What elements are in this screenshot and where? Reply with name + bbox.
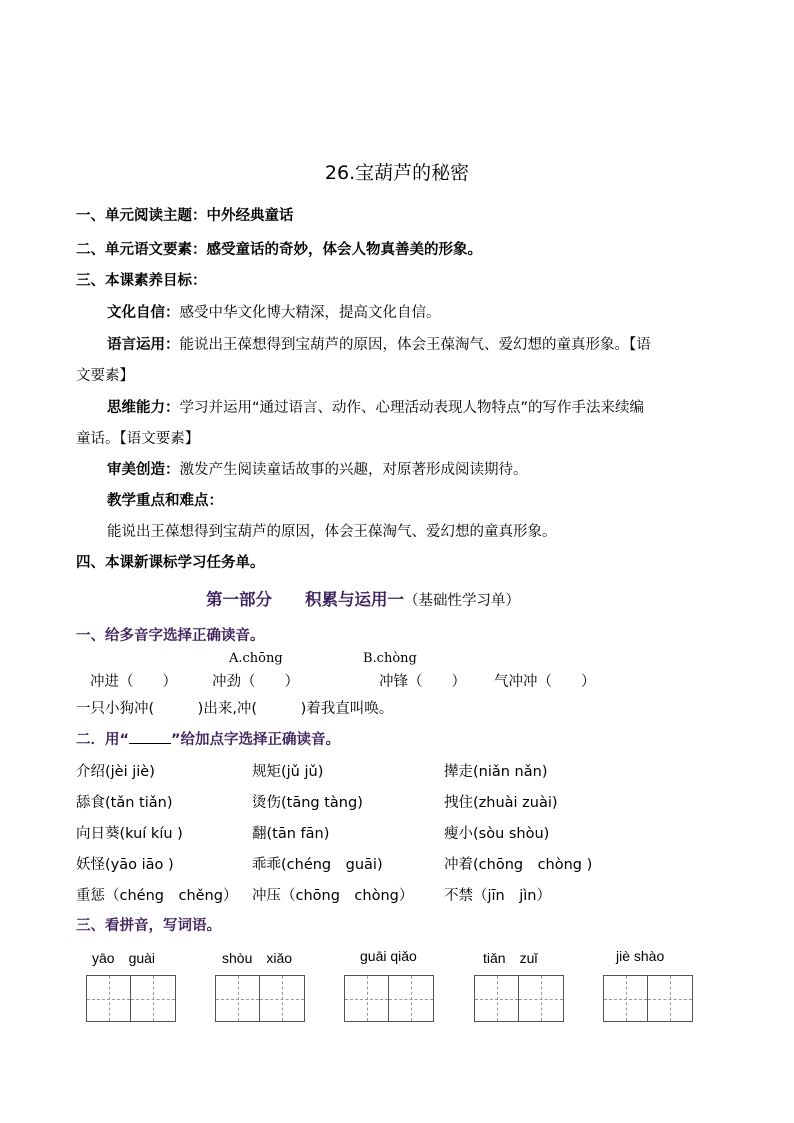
q1-word: 冲劲（ ）	[212, 674, 299, 690]
section-1	[76, 204, 294, 225]
q3-label: 三、看拼音，写词语。	[76, 918, 221, 934]
part-heading	[206, 586, 520, 610]
section-1-value: 中外经典童话	[206, 208, 294, 224]
focus-text: 能说出王葆想得到宝葫芦的原因，体会王葆淘气、爱幻想的童真形象。	[107, 524, 557, 540]
section-2-label: 二、单元语文要素：	[76, 242, 207, 258]
goal-key: 语言运用：	[107, 337, 180, 353]
writing-cell[interactable]	[474, 975, 519, 1022]
q1-option-a: A.chōng	[229, 651, 283, 666]
part-title: 第一部分 积累与运用一	[206, 590, 404, 609]
pinyin-label: jiè shào	[616, 948, 665, 964]
q2-item: 不禁（jīn jìn）	[444, 888, 551, 904]
q1-label: 一、给多音字选择正确读音。	[76, 628, 265, 644]
writing-grid[interactable]	[603, 975, 693, 1022]
section-1-label: 一、单元阅读主题：	[76, 208, 207, 224]
writing-grid[interactable]	[86, 975, 176, 1022]
q1-option-b: B.chòng	[363, 651, 417, 666]
q2-item: 瘦小(sòu shòu)	[444, 826, 550, 842]
writing-cell[interactable]	[131, 975, 176, 1022]
section-4-label: 四、本课新课标学习任务单。	[76, 555, 265, 571]
goal-thinking-cont: 童话。【语文要素】	[76, 431, 200, 447]
q2-label	[76, 728, 340, 749]
goal-culture	[107, 301, 441, 322]
writing-cell[interactable]	[344, 975, 389, 1022]
q2-item: 重惩（chéng chěng）	[76, 888, 238, 904]
pinyin-label: shòu xiǎo	[222, 950, 293, 966]
goal-key: 思维能力：	[107, 400, 180, 416]
goal-text: 激发产生阅读童话故事的兴趣，对原著形成阅读期待。	[179, 462, 528, 478]
pinyin-label: yāo guài	[92, 950, 156, 966]
goal-aesthetic	[107, 458, 528, 479]
q2-item: 烫伤(tāng tàng)	[252, 795, 363, 811]
pinyin-label: guāi qiǎo	[360, 948, 417, 964]
underline-mark	[129, 731, 171, 744]
q2-item: 拽住(zhuài zuài)	[444, 795, 558, 811]
section-2	[76, 238, 482, 259]
pinyin-label: tiǎn zuǐ	[483, 950, 538, 966]
writing-cell[interactable]	[603, 975, 648, 1022]
focus-label: 教学重点和难点：	[107, 493, 223, 509]
q2-item: 撵走(niǎn nǎn)	[444, 764, 548, 780]
goal-thinking	[107, 396, 644, 417]
q1-sentence: 一只小狗冲( )出来,冲( )着我直叫唤。	[76, 701, 394, 717]
writing-grid[interactable]	[344, 975, 434, 1022]
goal-language-cont: 文要素】	[76, 368, 134, 384]
writing-cell[interactable]	[215, 975, 260, 1022]
q2-item: 冲着(chōng chòng )	[444, 857, 593, 873]
goal-text: 感受中华文化博大精深，提高文化自信。	[179, 305, 441, 321]
goal-key: 文化自信：	[107, 305, 180, 321]
writing-cell[interactable]	[519, 975, 564, 1022]
q1-word: 冲进（ ）	[90, 674, 177, 690]
goal-key: 审美创造：	[107, 462, 180, 478]
writing-cell[interactable]	[648, 975, 693, 1022]
writing-grid[interactable]	[215, 975, 305, 1022]
q2-item: 向日葵(kuí kíu )	[76, 826, 183, 842]
goal-text: 学习并运用“通过语言、动作、心理活动表现人物特点”的写作手法来续编	[179, 400, 645, 416]
writing-cell[interactable]	[389, 975, 434, 1022]
q2-label-end: ”给加点字选择正确读音。	[171, 732, 341, 748]
writing-cell[interactable]	[86, 975, 131, 1022]
q2-item: 介绍(jèi jiè)	[76, 764, 155, 780]
q1-word: 冲锋（ ）	[379, 674, 466, 690]
writing-grid[interactable]	[474, 975, 564, 1022]
q2-item: 乖乖(chéng guāi)	[252, 857, 383, 873]
section-3-label: 三、本课素养目标：	[76, 273, 207, 289]
q2-item: 舔食(tǎn tiǎn)	[76, 795, 173, 811]
goal-text: 能说出王葆想得到宝葫芦的原因，体会王葆淘气、爱幻想的童真形象。【语	[179, 337, 651, 353]
q2-item: 冲压（chōng chòng）	[252, 888, 414, 904]
writing-cell[interactable]	[260, 975, 305, 1022]
q2-label-start: 二．用“	[76, 732, 130, 748]
q1-word: 气冲冲（ ）	[494, 674, 596, 690]
part-subtitle: （基础性学习单）	[404, 593, 520, 609]
q2-item: 规矩(jǔ jǔ)	[252, 764, 324, 780]
goal-language	[107, 333, 651, 354]
section-2-value: 感受童话的奇妙，体会人物真善美的形象。	[206, 242, 482, 258]
q2-item: 妖怪(yāo iāo )	[76, 857, 174, 873]
page-title: 26.宝葫芦的秘密	[324, 162, 470, 184]
q2-item: 翻(tān fān)	[252, 826, 330, 842]
